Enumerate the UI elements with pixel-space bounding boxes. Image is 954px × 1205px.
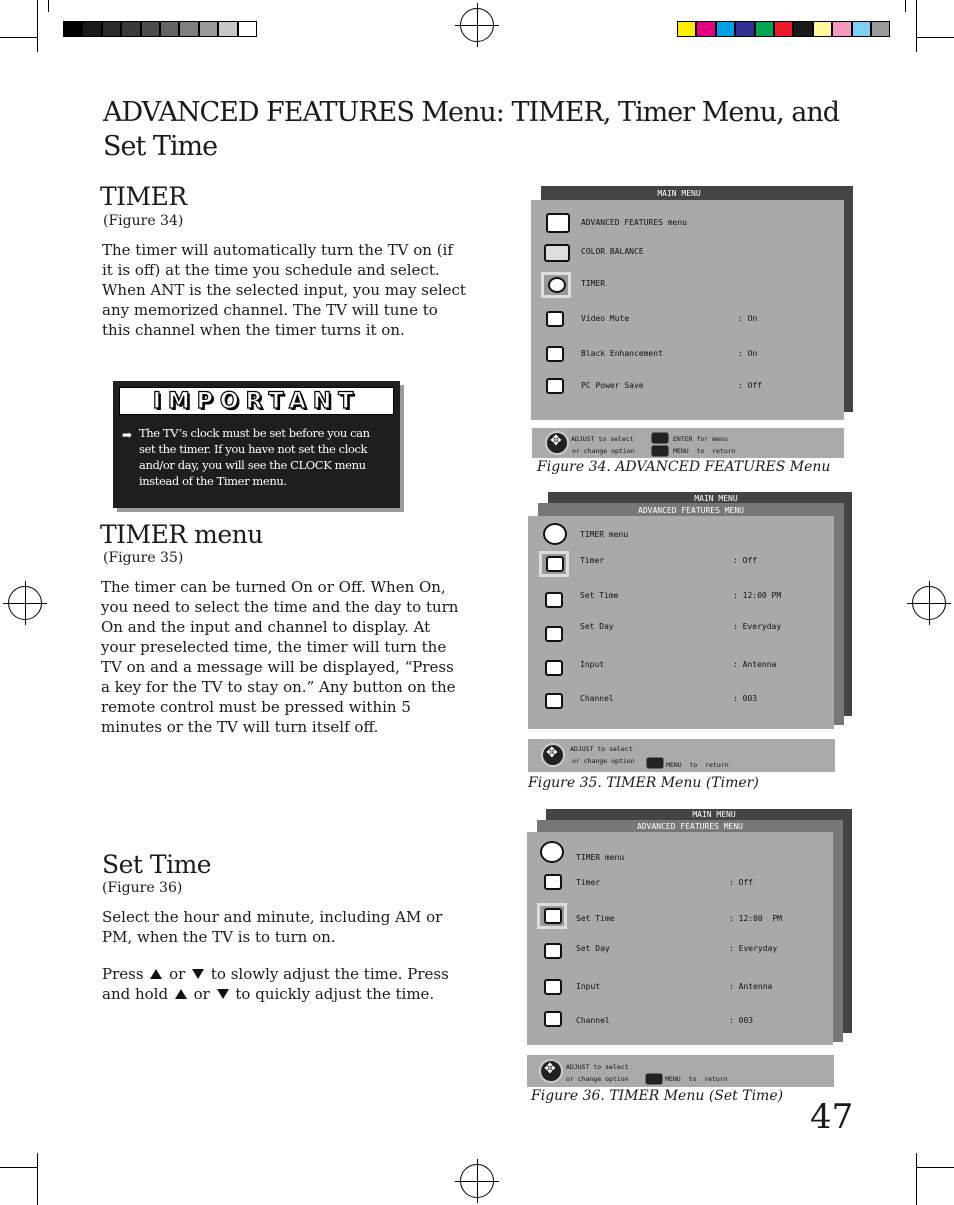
quickly-text: to quickly adjust the time. (235, 985, 435, 1003)
osd-menu-title: TIMER menu (580, 530, 629, 539)
timer-menu-body: The timer can be turned On or Off. When On, you need to select the time and the day to turn On and the input and channel to display. At your preselected time, the timer will turn the TV on and a message will be displayed, “Press a key for the TV to stay on.” Any button on the remote control must be pressed within 5 minutes or the TV will turn itself off. (101, 578, 459, 736)
important-text: The TV’s clock must be set before you can set the timer. If you have not set the clock and/or day, you will see the CLOCK menu instead of the Timer menu. (139, 426, 370, 488)
selected-option-icon (539, 551, 569, 577)
option-icon (546, 378, 564, 394)
option-icon (545, 592, 563, 608)
osd-item-label: TIMER (581, 279, 606, 288)
timer-heading: TIMER (100, 182, 187, 211)
color-balance-icon (544, 244, 570, 262)
calibration-swatch (677, 21, 696, 37)
timer-figure-ref: (Figure 34) (103, 213, 184, 229)
press-word: Press (102, 965, 144, 983)
timer-clock-icon (543, 523, 567, 545)
help-adjust: ADJUST to select (571, 435, 634, 443)
option-icon (546, 311, 564, 327)
calibration-swatch (871, 21, 890, 37)
set-time-body: Select the hour and minute, including AM or PM, when the TV is to turn on. (102, 908, 443, 946)
help-menu: MENU to return (673, 447, 736, 455)
calibration-swatch (793, 21, 812, 37)
osd-item-value: : Off (729, 878, 754, 887)
osd-item-label: COLOR BALANCE (581, 247, 644, 256)
osd-item-value: : Off (738, 381, 763, 390)
osd-item-label: Black Enhancement (581, 349, 663, 358)
or-word: or (193, 985, 210, 1003)
option-icon (545, 660, 563, 676)
calibration-swatch (102, 21, 121, 37)
osd-item-label: ADVANCED FEATURES menu (581, 218, 687, 227)
registration-mark-top (460, 8, 494, 42)
osd-item-label: Channel (580, 694, 614, 703)
or-word: or (169, 965, 186, 983)
calibration-swatch (716, 21, 735, 37)
calibration-swatch (160, 21, 179, 37)
osd-item-label: Set Time (580, 591, 619, 600)
calibration-swatch (238, 21, 257, 37)
osd-menu-title: TIMER menu (576, 853, 625, 862)
figure-36-caption: Figure 36. TIMER Menu (Set Time) (531, 1088, 784, 1104)
figure-34-caption: Figure 34. ADVANCED FEATURES Menu (537, 459, 831, 475)
remote-pad-icon (545, 431, 569, 455)
calibration-swatch (755, 21, 774, 37)
slowly-text: to slowly adjust the time. Press and hold (102, 965, 449, 1003)
help-enter: ENTER for menu (673, 435, 728, 443)
osd-item-label: Timer (580, 556, 605, 565)
important-banner: IMPORTANT (119, 387, 394, 415)
down-arrow-icon (217, 989, 229, 999)
remote-pad-icon (541, 743, 565, 767)
calibration-swatch (63, 21, 82, 37)
calibration-swatch (218, 21, 237, 37)
set-time-figure-ref: (Figure 36) (102, 880, 183, 896)
help-change: or change option (572, 757, 635, 765)
calibration-swatch (832, 21, 851, 37)
osd-item-value: : 003 (729, 1016, 754, 1025)
up-arrow-icon (150, 969, 162, 979)
important-notice (113, 381, 400, 508)
menu-button-icon (645, 1073, 663, 1085)
osd-item-label: Set Day (576, 944, 610, 953)
osd-item-label: Input (580, 660, 605, 669)
osd-item-value: : Antenna (733, 660, 777, 669)
registration-mark-right (912, 586, 946, 620)
option-icon (545, 693, 563, 709)
calibration-swatch (179, 21, 198, 37)
osd-item-label: Timer (576, 878, 601, 887)
osd-header: MAIN MENU (657, 189, 701, 198)
help-adjust: ADJUST to select (570, 745, 633, 753)
osd-item-label: Set Day (580, 622, 614, 631)
calibration-swatch (141, 21, 160, 37)
timer-menu-figure-ref: (Figure 35) (103, 550, 184, 566)
calibration-swatch (121, 21, 140, 37)
help-change: or change option (566, 1075, 629, 1083)
osd-item-label: Input (576, 982, 601, 991)
menu-button-icon (651, 445, 669, 457)
help-menu: MENU to return (666, 761, 729, 769)
osd-item-value: : Everyday (729, 944, 778, 953)
down-arrow-icon (192, 969, 204, 979)
up-arrow-icon (175, 989, 187, 999)
timer-clock-icon (540, 841, 564, 863)
osd-item-value: : On (738, 349, 758, 358)
calibration-swatch (696, 21, 715, 37)
option-icon (544, 874, 562, 890)
registration-mark-bottom (460, 1164, 494, 1198)
osd-subheader: ADVANCED FEATURES MENU (637, 822, 743, 831)
menu-button-icon (646, 757, 664, 769)
calibration-swatch (199, 21, 218, 37)
osd-header: MAIN MENU (692, 810, 736, 819)
option-icon (544, 943, 562, 959)
osd-subheader: ADVANCED FEATURES MENU (638, 506, 744, 515)
osd-item-label: Channel (576, 1016, 610, 1025)
timer-body: The timer will automatically turn the TV on (if it is off) at the time you schedule and select. When ANT is the selected input, you may select any memorized channel. The TV will tune to this channel when the timer turns it on. (102, 241, 466, 339)
osd-item-label: Video Mute (581, 314, 630, 323)
figure-35-caption: Figure 35. TIMER Menu (Timer) (528, 775, 759, 791)
timer-menu-heading: TIMER menu (100, 520, 263, 549)
page-number: 47 (810, 1097, 854, 1137)
osd-item-value: : Everyday (733, 622, 782, 631)
calibration-swatch (813, 21, 832, 37)
timer-clock-icon (541, 272, 571, 298)
help-menu: MENU to return (665, 1075, 728, 1083)
help-change: or change option (572, 447, 635, 455)
calibration-swatch (852, 21, 871, 37)
page-title: ADVANCED FEATURES Menu: TIMER, Timer Menu, and Set Time (103, 97, 840, 162)
calibration-swatch (774, 21, 793, 37)
osd-item-value: : 12:00 PM (729, 914, 782, 923)
registration-mark-left (8, 586, 42, 620)
osd-item-value: : Off (733, 556, 758, 565)
calibration-swatch (82, 21, 101, 37)
selected-option-icon (537, 903, 567, 929)
osd-item-label: PC Power Save (581, 381, 644, 390)
remote-pad-icon (539, 1059, 563, 1083)
option-icon (544, 979, 562, 995)
enter-button-icon (651, 432, 669, 444)
set-time-press-text (102, 964, 457, 1004)
calibration-swatch (735, 21, 754, 37)
osd-item-value: : Antenna (729, 982, 773, 991)
set-time-heading: Set Time (102, 850, 212, 879)
osd-item-value: : 12:00 PM (733, 591, 782, 600)
osd-header: MAIN MENU (694, 494, 738, 503)
advanced-features-icon (546, 213, 570, 233)
osd-item-value: : On (738, 314, 758, 323)
osd-item-label: Set Time (576, 914, 615, 923)
option-icon (544, 1011, 562, 1027)
help-adjust: ADJUST to select (566, 1063, 629, 1071)
option-icon (545, 626, 563, 642)
option-icon (546, 346, 564, 362)
osd-item-value: : 003 (733, 694, 758, 703)
arrow-right-icon: ➡ (122, 428, 133, 442)
